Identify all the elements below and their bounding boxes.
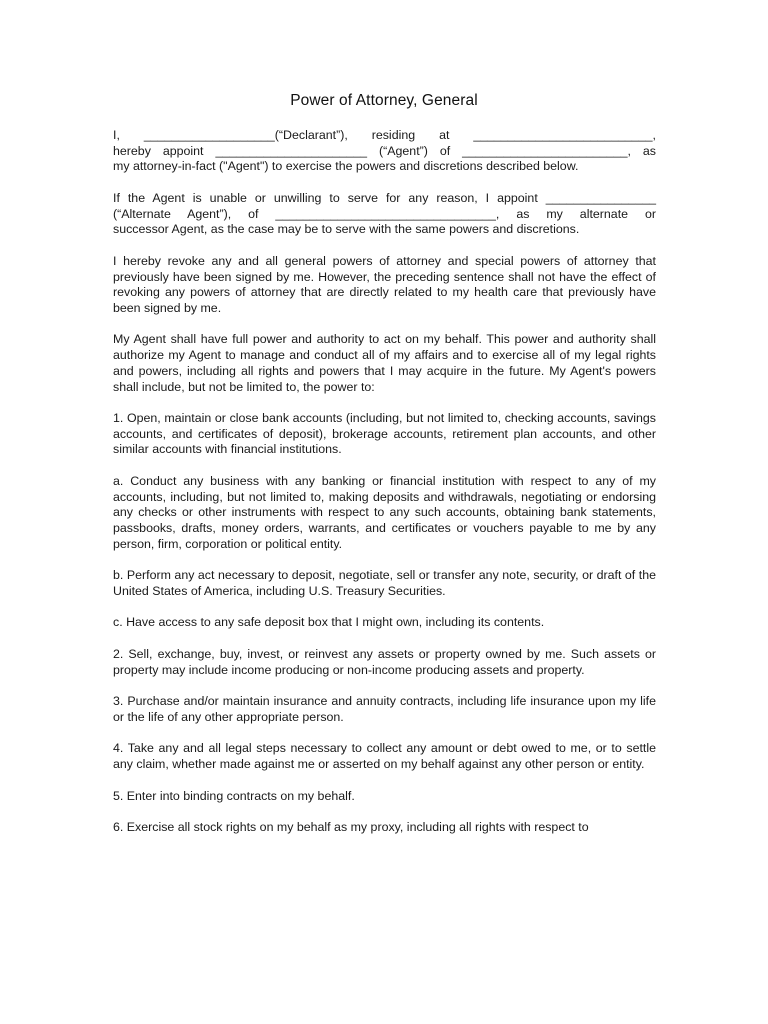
declaration-line: I, ___________________(“Declarant”), residing at __________________________, [113,128,656,142]
document-title: Power of Attorney, General [290,92,478,109]
alternate-agent-paragraph [113,191,656,238]
power-item: 1. Open, maintain or close bank accounts (including, but not limited to, checking accounts, savings accounts, and certificates of deposit), brokerage accounts, retirement plan accounts, and other similar accounts with financial institutions. [113,411,656,457]
declaration-line: hereby appoint ______________________ (“Agent”) of ________________________, as [113,143,656,158]
document-body [113,128,656,852]
declaration-paragraph [113,128,656,175]
power-item: b. Perform any act necessary to deposit, negotiate, sell or transfer any note, security, or draft of the United States of America, including U.S. Treasury Securities. [113,568,656,598]
power-item: 5. Enter into binding contracts on my behalf. [113,788,355,803]
power-item: 6. Exercise all stock rights on my behalf as my proxy, including all rights with respect to [113,820,589,835]
power-item: 2. Sell, exchange, buy, invest, or reinvest any assets or property owned by me. Such assets or property may include income producing or non-income producing assets and property. [113,646,656,677]
alternate-line: successor Agent, as the case may be to serve with the same powers and discretions. [113,222,580,237]
declaration-line: my attorney-in-fact ("Agent") to exercise the powers and discretions described below. [113,159,579,174]
power-item: 3. Purchase and/or maintain insurance and annuity contracts, including life insurance upon my life or the life of any other appropriate person. [113,694,656,724]
power-item: a. Conduct any business with any banking or financial institution with respect to any of my accounts, including, but not limited to, making deposits and withdrawals, negotiating or endorsing any checks or other instruments with respect to any such accounts, obtaining bank statements, passbooks, drafts, money orders, warrants, and certificates or vouchers payable to me by any person, firm, corporation or political entity. [113,473,656,551]
revocation-paragraph: I hereby revoke any and all general powers of attorney and special powers of attorney that previously have been signed by me. However, the preceding sentence shall not have the effect of revoking any powers of attorney that are directly related to my health care that previously have been signed by me. [113,253,656,315]
power-item: 4. Take any and all legal steps necessary to collect any amount or debt owed to me, or to settle any claim, whether made against me or asserted on my behalf against any other person or entity. [113,741,656,772]
authority-paragraph: My Agent shall have full power and authority to act on my behalf. This power and authority shall authorize my Agent to manage and conduct all of my affairs and to exercise all of my legal rights and powers, including all rights and powers that I may acquire in the future. My Agent's powers shall include, but not be limited to, the power to: [113,332,656,394]
power-item: c. Have access to any safe deposit box that I might own, including its contents. [113,615,545,630]
alternate-line: If the Agent is unable or unwilling to serve for any reason, I appoint ________________ [113,190,656,205]
alternate-line: (“Alternate Agent”), of ________________________________, as my alternate or [113,206,656,221]
